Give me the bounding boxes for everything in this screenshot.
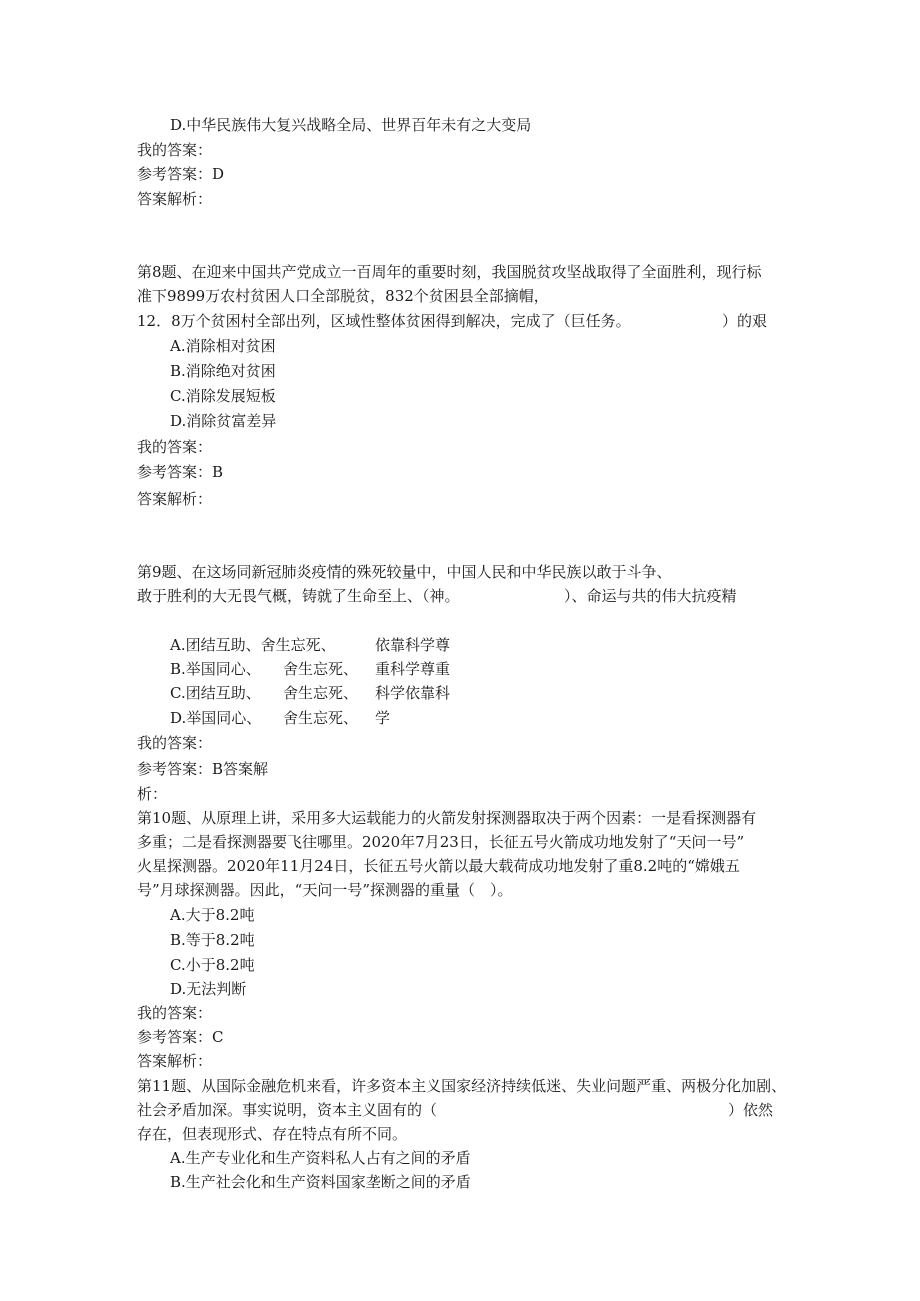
q9-option-a-part3: 依靠科学尊 <box>375 636 451 654</box>
q7-option-d: D.中华民族伟大复兴战略全局、世界百年未有之大变局 <box>170 116 532 134</box>
q9-option-b-part1: B.举国同心、 <box>170 660 261 678</box>
q8-option-b: B.消除绝对贫困 <box>170 362 276 380</box>
q8-stem-line-1: 第8题、在迎来中国共产党成立一百周年的重要时刻，我国脱贫攻坚战取得了全面胜利，现行标 <box>137 263 762 281</box>
q10-stem-line-2: 多重；二是看探测器要飞往哪里。2020年7月23日，长征五号火箭成功地发射了“天问一号” <box>137 833 745 851</box>
q9-option-d-part3: 学 <box>375 709 391 727</box>
q8-answer-analysis: 答案解析： <box>137 490 213 508</box>
q9-option-b-part3: 重科学尊重 <box>375 660 451 678</box>
q8-reference-answer: 参考答案：B <box>137 463 224 481</box>
q10-option-d: D.无法判断 <box>170 980 247 998</box>
q8-option-d: D.消除贫富差异 <box>170 412 277 430</box>
q9-option-d-part1: D.举国同心、 <box>170 709 262 727</box>
q8-my-answer: 我的答案： <box>137 438 213 456</box>
q9-option-c-part2: 舍生忘死、 <box>283 684 359 702</box>
q10-stem-line-3: 火星探测器。2020年11月24日，长征五号火箭以最大载荷成功地发射了重8.2吨的“嫦娥五 <box>137 857 740 875</box>
q10-answer-analysis: 答案解析： <box>137 1052 213 1070</box>
q8-stem-line-3b: ）的艰 <box>722 312 768 330</box>
q10-option-b: B.等于8.2吨 <box>170 931 255 949</box>
q10-stem-line-1: 第10题、从原理上讲，采用多大运载能力的火箭发射探测器取决于两个因素：一是看探测器有 <box>137 809 757 827</box>
q9-answer-analysis-tail: 析： <box>137 785 168 803</box>
q10-stem-line-4: 号”月球探测器。因此，“天问一号”探测器的重量（ ）。 <box>137 881 513 899</box>
q9-option-a-part1: A.团结互助、舍生忘死、 <box>170 636 336 654</box>
q11-stem-line-3: 存在，但表现形式、存在特点有所不同。 <box>137 1125 408 1143</box>
q8-option-c: C.消除发展短板 <box>170 387 276 405</box>
q10-option-c: C.小于8.2吨 <box>170 956 255 974</box>
q8-stem-line-2: 准下9899万农村贫困人口全部脱贫，832个贫困县全部摘帽， <box>137 287 549 305</box>
q9-stem-line-2a: 敢于胜利的大无畏气概，铸就了生命至上、（神。 <box>137 587 460 605</box>
q9-stem-line-2b: ）、命运与共的伟大抗疫精 <box>564 587 737 605</box>
q10-reference-answer: 参考答案：C <box>137 1028 224 1046</box>
q9-stem-line-1: 第9题、在这场同新冠肺炎疫情的殊死较量中，中国人民和中华民族以敢于斗争、 <box>137 563 672 581</box>
q10-option-a: A.大于8.2吨 <box>170 906 255 924</box>
q7-answer-analysis: 答案解析： <box>137 190 213 208</box>
q9-option-b-part2: 舍生忘死、 <box>283 660 359 678</box>
q9-option-d-part2: 舍生忘死、 <box>283 709 359 727</box>
q9-option-c-part3: 科学依靠科 <box>375 684 451 702</box>
q11-stem-line-2a: 社会矛盾加深。事实说明，资本主义固有的（ <box>137 1101 438 1119</box>
q8-option-a: A.消除相对贫困 <box>170 337 276 355</box>
q10-my-answer: 我的答案： <box>137 1004 213 1022</box>
q7-reference-answer: 参考答案：D <box>137 165 225 183</box>
q11-stem-line-2b: ）依然 <box>728 1101 774 1119</box>
q11-option-a: A.生产专业化和生产资料私人占有之间的矛盾 <box>170 1149 471 1167</box>
q9-option-c-part1: C.团结互助、 <box>170 684 261 702</box>
q9-reference-answer: 参考答案：B答案解 <box>137 760 269 778</box>
q7-my-answer: 我的答案： <box>137 141 213 159</box>
q11-option-b: B.生产社会化和生产资料国家垄断之间的矛盾 <box>170 1173 471 1191</box>
q9-my-answer: 我的答案： <box>137 734 213 752</box>
q11-stem-line-1: 第11题、从国际金融危机来看，许多资本主义国家经济持续低迷、失业问题严重、两极分化加剧、 <box>137 1077 787 1095</box>
q8-stem-line-3a: 12．8万个贫困村全部出列，区域性整体贫困得到解决，完成了（巨任务。 <box>137 312 631 330</box>
